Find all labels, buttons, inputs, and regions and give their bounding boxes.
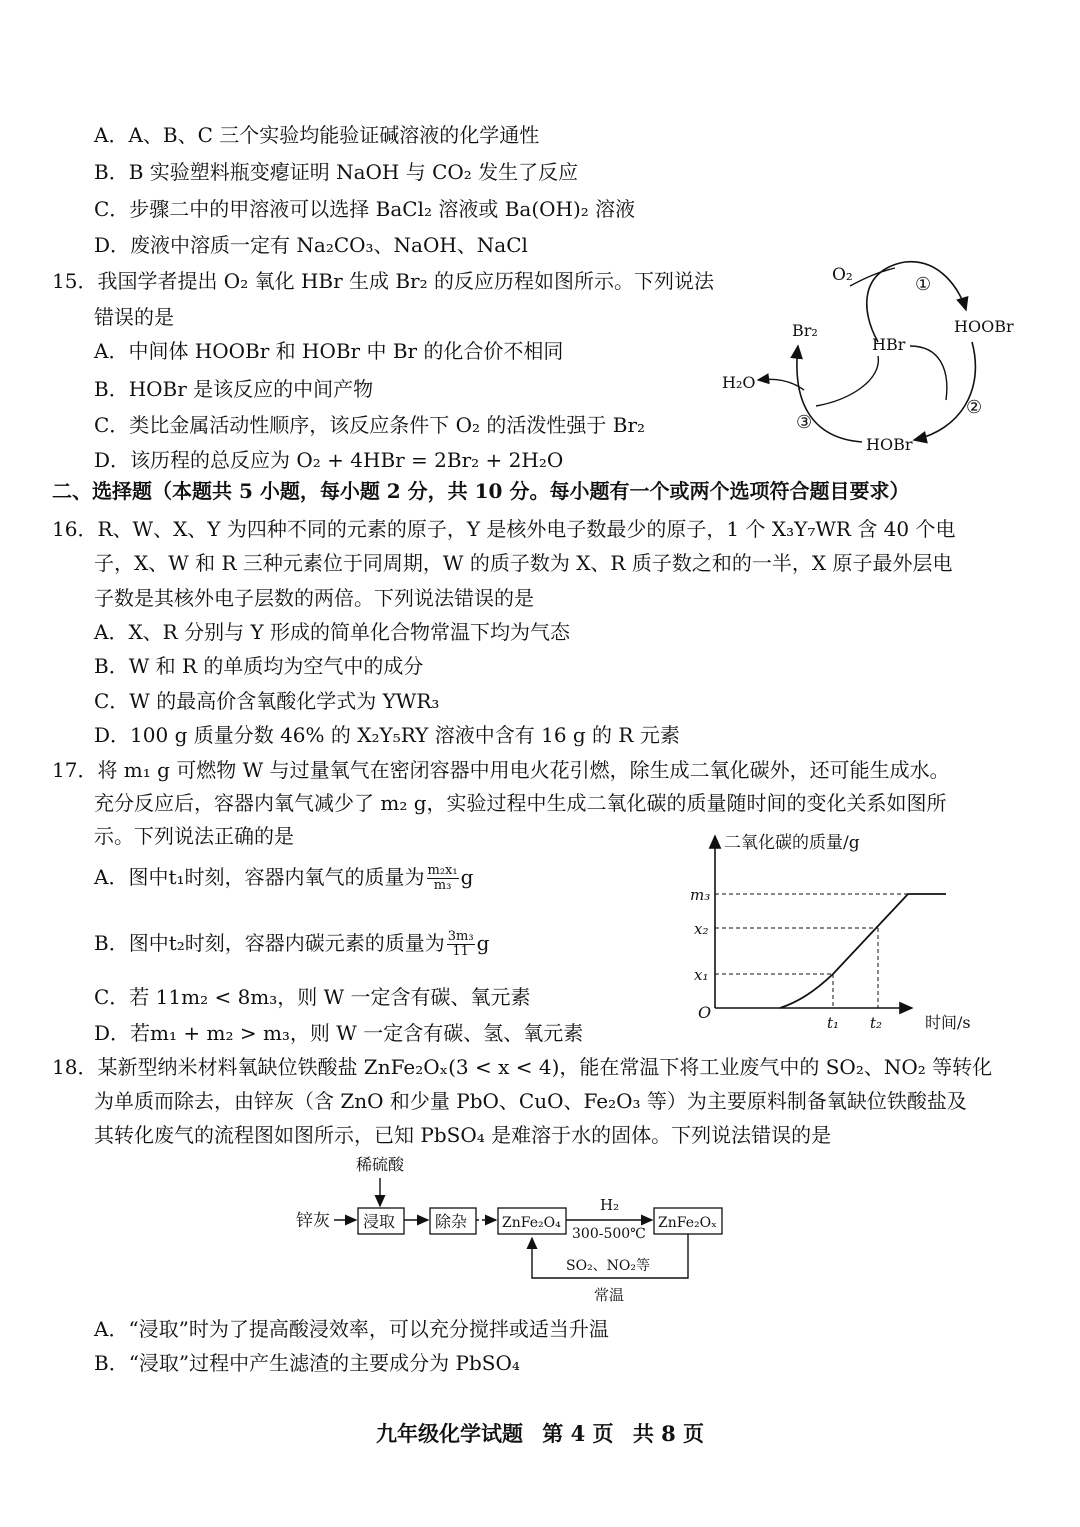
q16-stem-line1 xyxy=(52,516,955,542)
q16-option-d: D．100 g 质量分数 46% 的 X₂Y₅RY 溶液中含有 16 g 的 R 元素 xyxy=(94,723,680,747)
q15-stem-line1 xyxy=(52,268,714,294)
q15-option-a: A．中间体 HOOBr 和 HOBr 中 Br 的化合价不相同 xyxy=(94,339,564,363)
q15-option-d: D．该历程的总反应为 O₂ + 4HBr = 2Br₂ + 2H₂O xyxy=(94,448,564,472)
q17-option-b-denominator: 11 xyxy=(452,944,469,959)
step-2-label: ② xyxy=(966,397,983,418)
y-tick-x2: x₂ xyxy=(694,920,709,938)
page-footer xyxy=(0,1418,1080,1448)
x-tick-t2: t₂ xyxy=(870,1014,883,1032)
q16-option-b: B．W 和 R 的单质均为空气中的成分 xyxy=(94,654,424,678)
q14-option-a: A．A、B、C 三个实验均能验证碱溶液的化学通性 xyxy=(94,123,540,147)
q15-number: 15． xyxy=(52,269,98,293)
step-3-label: ③ xyxy=(796,412,813,433)
q16-stem-line2: 子，X、W 和 R 三种元素位于同周期，W 的质子数为 X、R 质子数之和的一半，X 原子最外层电 xyxy=(94,551,953,575)
arc-step2 xyxy=(914,342,975,440)
q18-process-flowchart xyxy=(290,1150,750,1310)
co2-curve xyxy=(780,894,946,1008)
q14-option-b: B．B 实验塑料瓶变瘪证明 NaOH 与 CO₂ 发生了反应 xyxy=(94,160,579,184)
q16-option-c: C．W 的最高价含氧酸化学式为 YWR₃ xyxy=(94,689,440,713)
q15-stem-text: 我国学者提出 O₂ 氧化 HBr 生成 Br₂ 的反应历程如图所示。下列说法 xyxy=(97,269,714,293)
x-tick-t1: t₁ xyxy=(827,1014,840,1032)
footer-page-number: 第 4 页 xyxy=(542,1421,614,1446)
flow-temp-label: 300-500℃ xyxy=(572,1226,646,1242)
o2-label: O₂ xyxy=(832,265,853,285)
q17-option-b-numerator: 3m₃ xyxy=(447,929,474,944)
q17-option-b-fraction xyxy=(447,930,475,959)
q17-stem-line1 xyxy=(52,757,950,783)
q17-number: 17． xyxy=(52,758,98,782)
q17-option-a-unit: g xyxy=(460,865,474,889)
q17-stem-line2: 充分反应后，容器内氧气减少了 m₂ g，实验过程中生成二氧化碳的质量随时间的变化关系如图所 xyxy=(94,791,947,815)
q17-option-a-fraction xyxy=(427,864,459,893)
flow-zfo4-label: ZnFe₂O₄ xyxy=(502,1215,561,1231)
q18-stem-line2: 为单质而除去，由锌灰（含 ZnO 和少量 PbO、CuO、Fe₂O₃ 等）为主要原料制备氧缺位铁酸盐及 xyxy=(94,1089,967,1113)
graph-y-label: 二氧化碳的质量/g xyxy=(724,833,860,853)
q17-stem-text: 将 m₁ g 可燃物 W 与过量氧气在密闭容器中用电火花引燃，除生成二氧化碳外，还可能生成水。 xyxy=(97,758,950,782)
q14-option-c: C．步骤二中的甲溶液可以选择 BaCl₂ 溶液或 Ba(OH)₂ 溶液 xyxy=(94,197,636,221)
q18-number: 18． xyxy=(52,1055,98,1079)
flow-zfox-label: ZnFe₂Oₓ xyxy=(658,1215,718,1231)
q16-number: 16． xyxy=(52,517,98,541)
y-tick-m3: m₃ xyxy=(690,886,711,904)
q17-option-b-text: B．图中t₂时刻，容器内碳元素的质量为 xyxy=(94,931,445,955)
q17-co2-mass-graph xyxy=(680,830,1000,1040)
q18-option-a: A．“浸取”时为了提高酸浸效率，可以充分搅拌或适当升温 xyxy=(94,1317,609,1341)
arc-hbr-join-3 xyxy=(816,356,878,406)
flow-acid-label: 稀硫酸 xyxy=(356,1155,405,1174)
q18-option-b: B．“浸取”过程中产生滤渣的主要成分为 PbSO₄ xyxy=(94,1351,520,1375)
step-1-label: ① xyxy=(915,274,932,295)
q14-option-d: D．废液中溶质一定有 Na₂CO₃、NaOH、NaCl xyxy=(94,233,528,257)
q17-option-b-unit: g xyxy=(476,931,490,955)
footer-total-pages: 共 8 页 xyxy=(632,1421,705,1446)
q16-stem-line3: 子数是其核外电子层数的两倍。下列说法错误的是 xyxy=(94,586,534,610)
graph-origin: O xyxy=(698,1003,712,1022)
flow-purify-label: 除杂 xyxy=(435,1212,468,1231)
flow-h2-label: H₂ xyxy=(600,1196,620,1214)
flow-gases-label: SO₂、NO₂等 xyxy=(566,1258,651,1274)
flow-room-temp-label: 常温 xyxy=(594,1286,625,1304)
q18-stem-line1 xyxy=(52,1054,992,1080)
flow-leach-label: 浸取 xyxy=(363,1212,396,1231)
q15-option-c: C．类比金属活动性顺序，该反应条件下 O₂ 的活泼性强于 Br₂ xyxy=(94,413,646,437)
q17-stem-line3: 示。下列说法正确的是 xyxy=(94,824,294,848)
q17-option-d: D．若m₁ + m₂ > m₃，则 W 一定含有碳、氢、氧元素 xyxy=(94,1021,584,1045)
q17-option-c: C．若 11m₂ < 8m₃，则 W 一定含有碳、氧元素 xyxy=(94,985,531,1009)
graph-x-label: 时间/s xyxy=(925,1013,971,1032)
q16-stem-text: R、W、X、Y 为四种不同的元素的原子，Y 是核外电子数最少的原子，1 个 X₃Y₇WR 含 40 个电 xyxy=(97,517,956,541)
y-tick-x1: x₁ xyxy=(694,966,709,984)
flow-zinc-ash-label: 锌灰 xyxy=(296,1211,330,1231)
q16-option-a: A．X、R 分别与 Y 形成的简单化合物常温下均为气态 xyxy=(94,620,571,644)
q17-option-a-text: A．图中t₁时刻，容器内氧气的质量为 xyxy=(94,865,425,889)
footer-title: 九年级化学试题 xyxy=(375,1421,523,1446)
arc-o2-join xyxy=(850,268,895,286)
q17-option-a-numerator: m₂x₁ xyxy=(427,863,458,878)
q17-option-b xyxy=(94,930,489,959)
hbr-label: HBr xyxy=(872,335,906,354)
section-2-heading: 二、选择题（本题共 5 小题，每小题 2 分，共 10 分。每小题有一个或两个选项符合题目要求） xyxy=(52,479,910,503)
q17-option-a xyxy=(94,864,473,893)
q15-option-b: B．HOBr 是该反应的中间产物 xyxy=(94,377,374,401)
h2o-label: H₂O xyxy=(722,373,756,392)
q15-stem-line2: 错误的是 xyxy=(94,305,174,329)
br2-label: Br₂ xyxy=(792,321,818,340)
q15-reaction-diagram xyxy=(700,250,1030,460)
q18-stem-text: 某新型纳米材料氧缺位铁酸盐 ZnFe₂Oₓ(3 < x < 4)，能在常温下将工业废气中的 SO₂、NO₂ 等转化 xyxy=(97,1055,993,1079)
q17-option-a-denominator: m₃ xyxy=(433,878,452,893)
hoobr-label: HOOBr xyxy=(954,317,1014,336)
q18-stem-line3: 其转化废气的流程图如图所示，已知 PbSO₄ 是难溶于水的固体。下列说法错误的是 xyxy=(94,1123,832,1147)
arc-hbr-join-2 xyxy=(910,346,947,400)
hobr-label: HOBr xyxy=(866,435,913,454)
